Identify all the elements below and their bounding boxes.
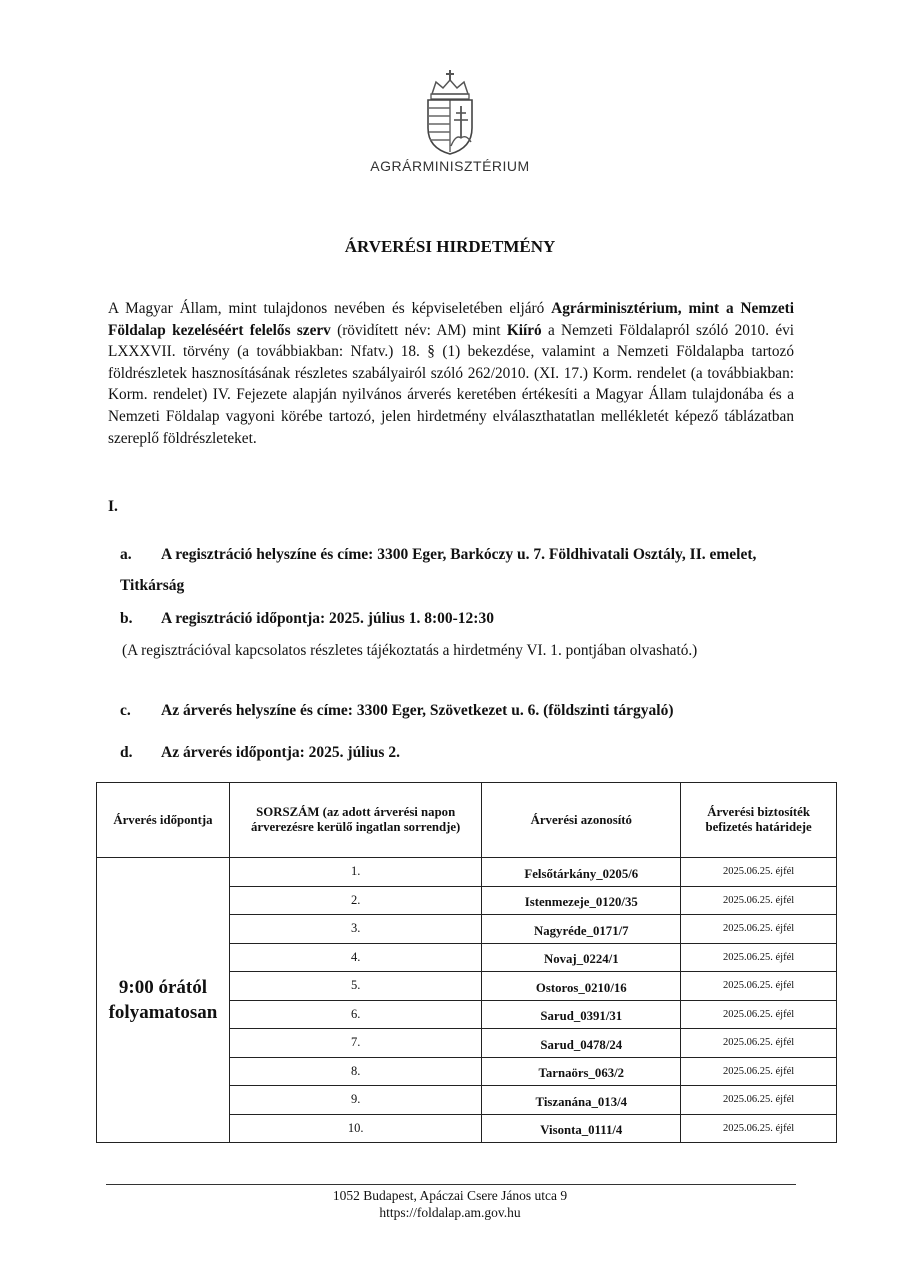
order-cell: 7. <box>229 1029 482 1058</box>
time-line-1: 9:00 órától <box>118 977 208 998</box>
time-cell <box>97 858 230 1143</box>
order-cell: 8. <box>229 1057 482 1086</box>
auction-table <box>96 782 837 1143</box>
item-a-letter: a. <box>120 546 132 563</box>
intro-bold-1: Agrárminisztérium, mint a Nemzeti Földalap kezeléséért felelős szerv <box>108 300 794 339</box>
header-time: Árverés időpontja <box>97 783 230 858</box>
order-cell: 4. <box>229 943 482 972</box>
intro-text-3: a Nemzeti Földalapról szóló 2010. évi LXXXVII. törvény (a továbbiakban: Nfatv.) 18. § (1) bekezdése, valamint a Nemzeti Földalapba tartozó földrészletek hasznosításának részletes szabályairól szóló 262/2010. (XI. 17.) Korm. rendelet (a továbbiakban: Korm. rendelet) IV. Fejezete alapján nyilvános árverés keretében értékesíti a Magyar Állam tulajdonába és a Nemzeti Földalap vagyoni körébe tartozó, jelen hirdetmény elválaszthatatlan mellékletét képező táblázatban szereplő földrészleteket. <box>108 321 795 447</box>
intro-paragraph <box>108 298 794 449</box>
intro-bold-2: Kiíró <box>506 321 542 339</box>
item-a-text: A regisztráció helyszíne és címe: 3300 Eger, Barkóczy u. 7. Földhivatali Osztály, II. emelet, Titkárság <box>120 546 757 594</box>
deadline-cell: 2025.06.25. éjfél <box>681 886 837 915</box>
id-cell: Nagyréde_0171/7 <box>482 915 681 944</box>
id-cell: Sarud_0478/24 <box>482 1029 681 1058</box>
footer-website: https://foldalap.am.gov.hu <box>379 1205 521 1220</box>
item-b-note: (A regisztrációval kapcsolatos részletes tájékoztatás a hirdetmény VI. 1. pontjában olvasható.) <box>122 642 698 659</box>
table-header-row <box>97 783 837 858</box>
order-cell: 10. <box>229 1114 482 1143</box>
logo <box>0 68 900 156</box>
table-row <box>97 858 837 887</box>
coat-of-arms-icon <box>420 68 480 156</box>
intro-text-1: A Magyar Állam, mint tulajdonos nevében és képviseletében eljáró <box>108 300 552 317</box>
footer-divider <box>106 1184 796 1185</box>
id-cell: Sarud_0391/31 <box>482 1000 681 1029</box>
id-cell: Tarnaörs_063/2 <box>482 1057 681 1086</box>
deadline-cell: 2025.06.25. éjfél <box>681 943 837 972</box>
item-b <box>120 610 794 628</box>
item-a <box>120 539 794 601</box>
deadline-cell: 2025.06.25. éjfél <box>681 858 837 887</box>
order-cell: 3. <box>229 915 482 944</box>
deadline-cell: 2025.06.25. éjfél <box>681 1057 837 1086</box>
deadline-cell: 2025.06.25. éjfél <box>681 1114 837 1143</box>
item-b-letter: b. <box>120 610 133 627</box>
item-c-letter: c. <box>120 702 131 719</box>
order-cell: 6. <box>229 1000 482 1029</box>
order-cell: 2. <box>229 886 482 915</box>
section-heading: I. <box>108 498 118 515</box>
deadline-cell: 2025.06.25. éjfél <box>681 915 837 944</box>
header-id: Árverési azonosító <box>482 783 681 858</box>
intro-text-2: (rövidített név: AM) mint <box>330 321 507 339</box>
header-order: SORSZÁM (az adott árverési napon árverezésre kerülő ingatlan sorrendje) <box>229 783 482 858</box>
order-cell: 5. <box>229 972 482 1001</box>
deadline-cell: 2025.06.25. éjfél <box>681 1086 837 1115</box>
deadline-cell: 2025.06.25. éjfél <box>681 1029 837 1058</box>
id-cell: Tiszanána_013/4 <box>482 1086 681 1115</box>
item-c <box>120 702 794 720</box>
footer-address: 1052 Budapest, Apáczai Csere János utca 9 <box>332 1188 568 1203</box>
item-c-text: Az árverés helyszíne és címe: 3300 Eger, Szövetkezet u. 6. (földszinti tárgyaló) <box>161 702 674 719</box>
deadline-cell: 2025.06.25. éjfél <box>681 972 837 1001</box>
order-cell: 9. <box>229 1086 482 1115</box>
item-d-text: Az árverés időpontja: 2025. július 2. <box>161 744 400 761</box>
order-cell: 1. <box>229 858 482 887</box>
id-cell: Felsőtárkány_0205/6 <box>482 858 681 887</box>
item-b-text: A regisztráció időpontja: 2025. július 1. 8:00-12:30 <box>161 610 494 627</box>
header-deadline: Árverési biztosíték befizetés határideje <box>681 783 837 858</box>
page-title: ÁRVERÉSI HIRDETMÉNY <box>344 237 556 256</box>
org-name: AGRÁRMINISZTÉRIUM <box>370 158 530 174</box>
id-cell: Visonta_0111/4 <box>482 1114 681 1143</box>
item-d-letter: d. <box>120 744 133 761</box>
id-cell: Novaj_0224/1 <box>482 943 681 972</box>
time-line-2: folyamatosan <box>108 1002 218 1023</box>
id-cell: Ostoros_0210/16 <box>482 972 681 1001</box>
deadline-cell: 2025.06.25. éjfél <box>681 1000 837 1029</box>
item-d <box>120 744 794 762</box>
id-cell: Istenmezeje_0120/35 <box>482 886 681 915</box>
